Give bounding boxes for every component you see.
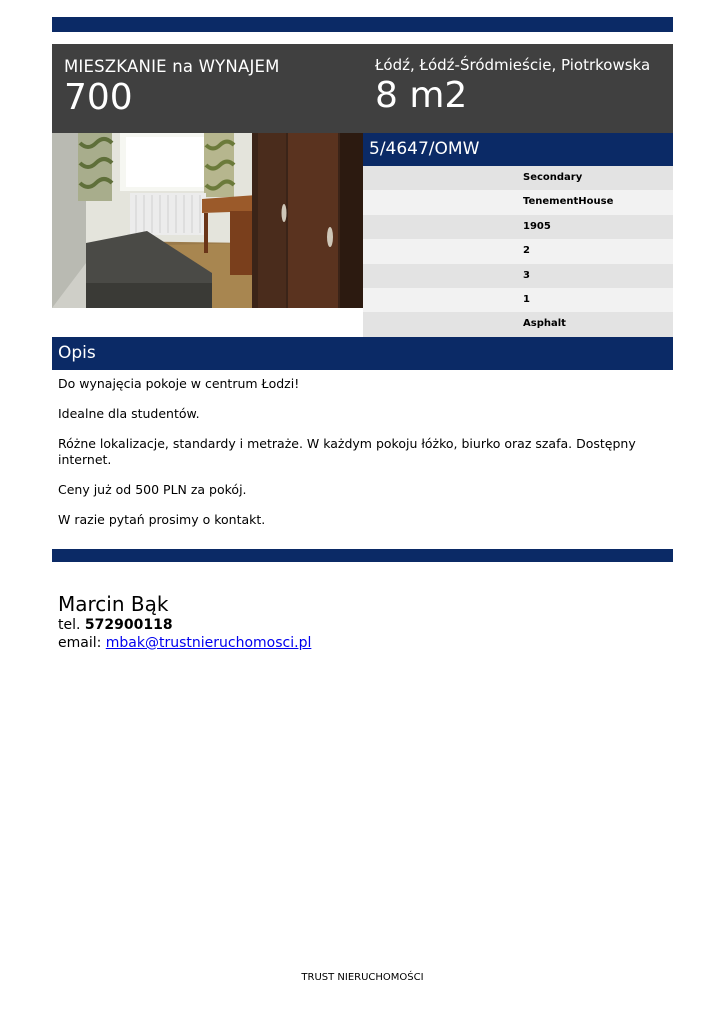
listing-type: MIESZKANIE na WYNAJEM	[64, 57, 280, 76]
agent-name: Marcin Bąk	[58, 592, 169, 616]
detail-row	[363, 264, 673, 288]
listing-area: 8 m2	[375, 75, 468, 116]
description-paragraph: Do wynajęcia pokoje w centrum Łodzi!	[58, 376, 300, 391]
description-heading: Opis	[58, 343, 96, 363]
detail-row	[363, 166, 673, 190]
agent-contact	[58, 592, 658, 652]
listing-location: Łódź, Łódź-Śródmieście, Piotrkowska	[375, 56, 651, 74]
details-table	[363, 166, 673, 337]
email-label: email:	[58, 635, 102, 651]
detail-value: 1	[523, 293, 530, 305]
detail-value: 2	[523, 245, 530, 257]
section-divider-bar	[52, 549, 673, 562]
top-accent-bar	[52, 17, 673, 32]
detail-row	[363, 215, 673, 239]
listing-header	[52, 44, 673, 133]
description-paragraph: Ceny już od 500 PLN za pokój.	[58, 481, 247, 497]
listing-reference: 5/4647/OMW	[369, 139, 480, 159]
detail-value: 1905	[523, 220, 551, 232]
listing-reference-bar	[363, 133, 673, 166]
description-paragraph: W razie pytań prosimy o kontakt.	[58, 511, 266, 527]
detail-value: TenementHouse	[523, 196, 614, 208]
description-header	[52, 337, 673, 370]
agent-phone: 572900118	[84, 617, 173, 633]
description-body	[58, 376, 658, 542]
description-paragraph: Różne lokalizacje, standardy i metraże. W każdym pokoju łóżko, biurko oraz szafa. Dostępny internet.	[58, 436, 636, 467]
footer-company: TRUST NIERUCHOMOŚCI	[301, 972, 424, 983]
detail-value: Secondary	[523, 172, 583, 183]
property-photo	[52, 133, 363, 308]
detail-value: Asphalt	[523, 318, 566, 330]
listing-price: 700	[64, 77, 133, 118]
phone-label: tel.	[58, 617, 81, 633]
detail-row	[363, 190, 673, 214]
detail-row	[363, 288, 673, 312]
agent-email-link[interactable]: mbak@trustnieruchomosci.pl	[105, 635, 312, 651]
detail-row	[363, 312, 673, 336]
detail-row	[363, 239, 673, 263]
agent-email-line	[58, 634, 658, 652]
detail-value: 3	[523, 269, 530, 281]
agent-phone-line	[58, 616, 658, 634]
description-paragraph: Idealne dla studentów.	[58, 406, 200, 421]
